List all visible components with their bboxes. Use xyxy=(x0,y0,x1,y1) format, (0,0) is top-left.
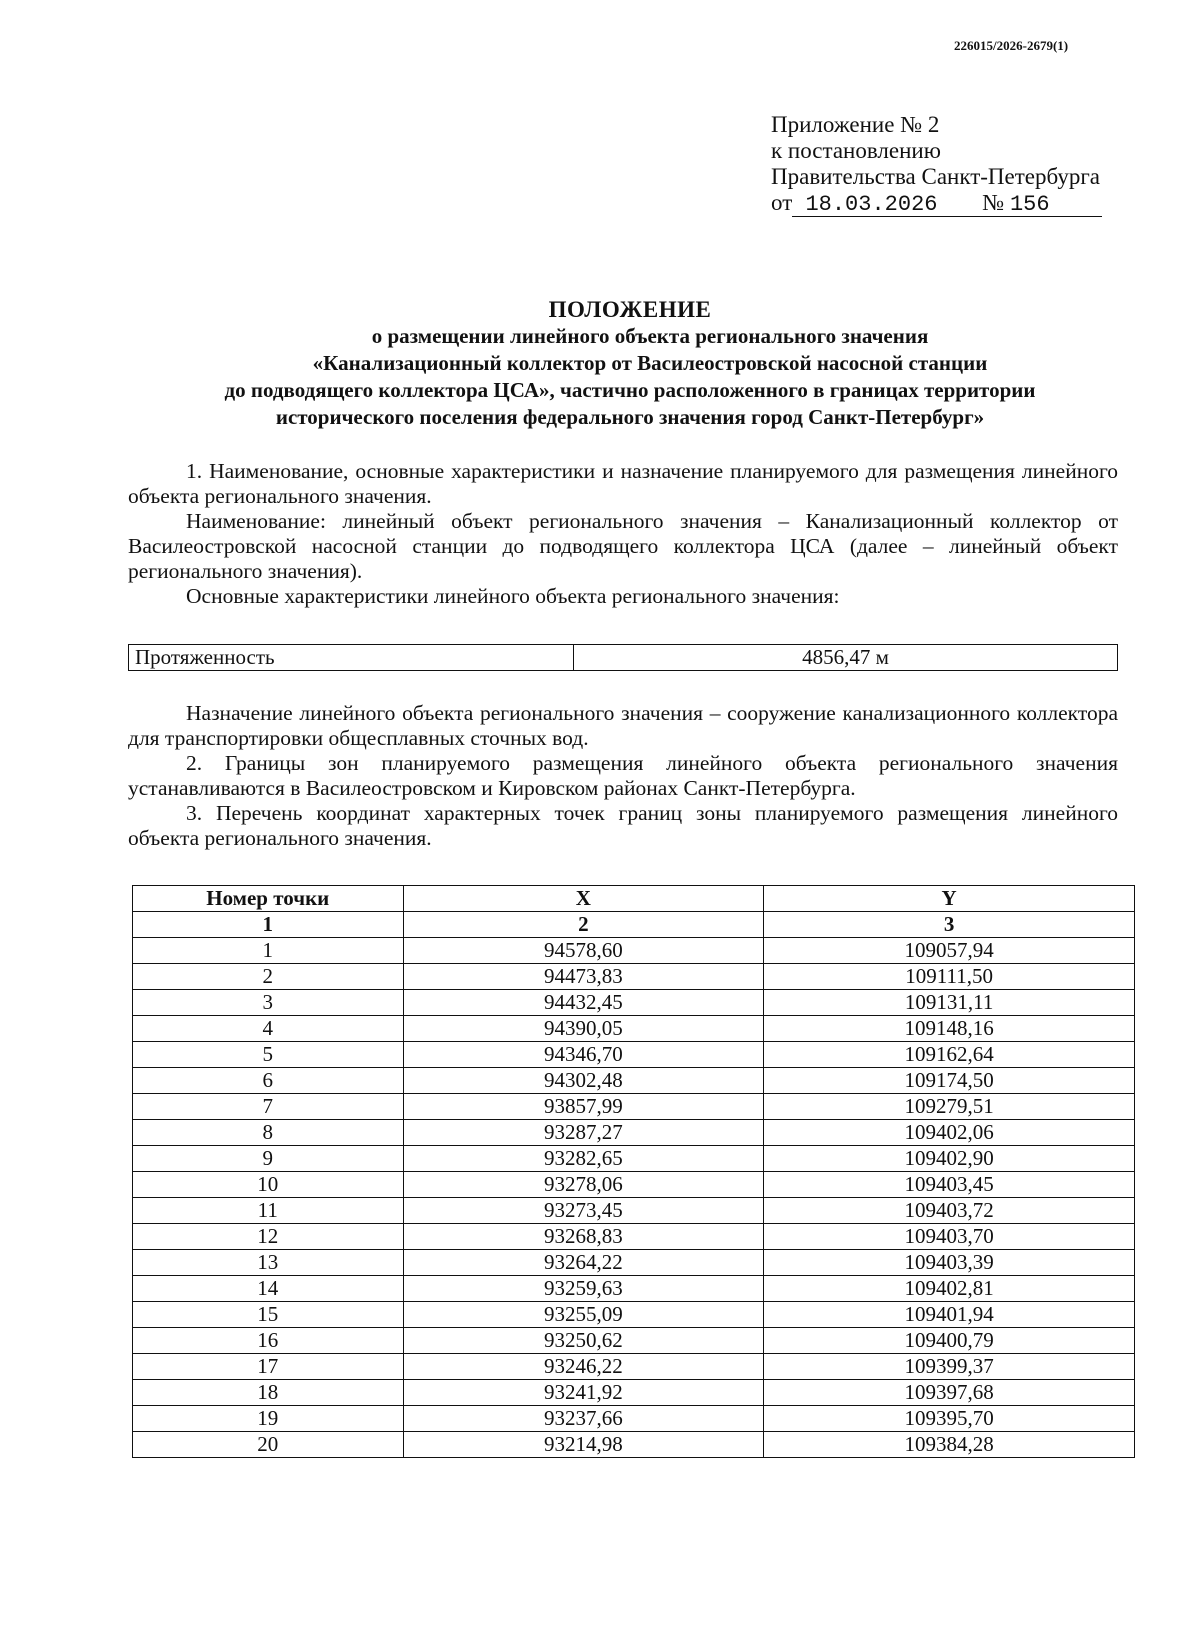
point-number-cell: 19 xyxy=(133,1406,404,1432)
appendix-date-line xyxy=(771,190,1102,217)
length-value: 4856,47 м xyxy=(574,645,1118,671)
title-line-2: «Канализационный коллектор от Василеостровской насосной станции xyxy=(312,351,988,375)
section-3-coordinates: 3. Перечень координат характерных точек границ зоны планируемого размещения линейного объекта регионального значения. xyxy=(128,801,1118,850)
y-cell: 109395,70 xyxy=(764,1406,1135,1432)
x-cell: 93246,22 xyxy=(403,1354,764,1380)
header-x: X xyxy=(403,886,764,912)
y-cell: 109400,79 xyxy=(764,1328,1135,1354)
table-row xyxy=(133,1120,1135,1146)
table-row xyxy=(133,1042,1135,1068)
x-cell: 93857,99 xyxy=(403,1094,764,1120)
y-cell: 109402,06 xyxy=(764,1120,1135,1146)
x-cell: 93268,83 xyxy=(403,1224,764,1250)
x-cell: 94432,45 xyxy=(403,990,764,1016)
x-cell: 94346,70 xyxy=(403,1042,764,1068)
table-row xyxy=(133,1276,1135,1302)
y-cell: 109148,16 xyxy=(764,1016,1135,1042)
point-number-cell: 18 xyxy=(133,1380,404,1406)
appendix-header xyxy=(771,112,1102,217)
y-cell: 109402,81 xyxy=(764,1276,1135,1302)
y-cell: 109131,11 xyxy=(764,990,1135,1016)
document-id: 226015/2026-2679(1) xyxy=(954,38,1069,53)
y-cell: 109111,50 xyxy=(764,964,1135,990)
point-number-cell: 7 xyxy=(133,1094,404,1120)
x-cell: 94302,48 xyxy=(403,1068,764,1094)
purpose-paragraph: Назначение линейного объекта регионального значения – сооружение канализационного коллектора для транспортировки общесплавных сточных вод. xyxy=(128,701,1118,750)
point-number-cell: 11 xyxy=(133,1198,404,1224)
y-cell: 109162,64 xyxy=(764,1042,1135,1068)
document-title xyxy=(140,296,1120,431)
col-number-1: 1 xyxy=(133,912,404,938)
x-cell: 94390,05 xyxy=(403,1016,764,1042)
length-label: Протяженность xyxy=(129,645,574,671)
point-number-cell: 1 xyxy=(133,938,404,964)
table-row xyxy=(133,990,1135,1016)
table-row xyxy=(133,1432,1135,1458)
point-number-cell: 15 xyxy=(133,1302,404,1328)
point-number-cell: 3 xyxy=(133,990,404,1016)
point-number-cell: 16 xyxy=(133,1328,404,1354)
date-prefix: от xyxy=(771,190,793,215)
date-value: 18.03.2026 xyxy=(792,194,982,217)
section-2-boundaries: 2. Границы зон планируемого размещения линейного объекта регионального значения устанавливаются в Василеостровском и Кировском районах Санкт-Петербурга. xyxy=(128,751,1118,800)
section-1-name: Наименование: линейный объект регионального значения – Канализационный коллектор от Василеостровской насосной станции до подводящего коллектора ЦСА (далее – линейный объект регионального значения). xyxy=(128,509,1118,583)
title-main: ПОЛОЖЕНИЕ xyxy=(548,297,712,322)
x-cell: 93255,09 xyxy=(403,1302,764,1328)
length-row xyxy=(129,645,1118,671)
table-row xyxy=(133,1172,1135,1198)
table-row xyxy=(133,1328,1135,1354)
y-cell: 109397,68 xyxy=(764,1380,1135,1406)
table-row xyxy=(133,1380,1135,1406)
y-cell: 109174,50 xyxy=(764,1068,1135,1094)
x-cell: 93237,66 xyxy=(403,1406,764,1432)
section-1 xyxy=(128,459,1118,609)
table-row xyxy=(133,1016,1135,1042)
x-cell: 94578,60 xyxy=(403,938,764,964)
x-cell: 93264,22 xyxy=(403,1250,764,1276)
x-cell: 93214,98 xyxy=(403,1432,764,1458)
title-line-3: до подводящего коллектора ЦСА», частично расположенного в границах территории xyxy=(224,378,1036,402)
point-number-cell: 2 xyxy=(133,964,404,990)
col-number-3: 3 xyxy=(764,912,1135,938)
x-cell: 93241,92 xyxy=(403,1380,764,1406)
table-row xyxy=(133,1406,1135,1432)
coordinates-header-row xyxy=(133,886,1135,912)
point-number-cell: 17 xyxy=(133,1354,404,1380)
x-cell: 93250,62 xyxy=(403,1328,764,1354)
number-prefix: № xyxy=(982,190,1005,215)
title-line-4: исторического поселения федерального значения город Санкт-Петербург» xyxy=(275,405,985,429)
y-cell: 109401,94 xyxy=(764,1302,1135,1328)
y-cell: 109402,90 xyxy=(764,1146,1135,1172)
y-cell: 109279,51 xyxy=(764,1094,1135,1120)
point-number-cell: 12 xyxy=(133,1224,404,1250)
appendix-number: Приложение № 2 xyxy=(771,112,940,137)
table-row xyxy=(133,1302,1135,1328)
section-1-heading: 1. Наименование, основные характеристики и назначение планируемого для размещения линейного объекта регионального значения. xyxy=(128,459,1118,508)
y-cell: 109399,37 xyxy=(764,1354,1135,1380)
point-number-cell: 20 xyxy=(133,1432,404,1458)
section-2 xyxy=(128,701,1118,851)
table-row xyxy=(133,964,1135,990)
section-1-characteristics: Основные характеристики линейного объекта регионального значения: xyxy=(186,584,840,608)
point-number-cell: 10 xyxy=(133,1172,404,1198)
table-row xyxy=(133,1354,1135,1380)
table-row xyxy=(133,1094,1135,1120)
x-cell: 93259,63 xyxy=(403,1276,764,1302)
table-row xyxy=(133,1224,1135,1250)
coordinates-table xyxy=(132,885,1135,1458)
x-cell: 93278,06 xyxy=(403,1172,764,1198)
point-number-cell: 4 xyxy=(133,1016,404,1042)
y-cell: 109403,39 xyxy=(764,1250,1135,1276)
table-row xyxy=(133,1198,1135,1224)
table-row xyxy=(133,1250,1135,1276)
table-row xyxy=(133,1146,1135,1172)
point-number-cell: 5 xyxy=(133,1042,404,1068)
number-field xyxy=(982,192,1102,217)
x-cell: 93273,45 xyxy=(403,1198,764,1224)
coordinates-column-numbers xyxy=(133,912,1135,938)
x-cell: 93282,65 xyxy=(403,1146,764,1172)
y-cell: 109403,45 xyxy=(764,1172,1135,1198)
y-cell: 109057,94 xyxy=(764,938,1135,964)
y-cell: 109384,28 xyxy=(764,1432,1135,1458)
x-cell: 93287,27 xyxy=(403,1120,764,1146)
col-number-2: 2 xyxy=(403,912,764,938)
point-number-cell: 13 xyxy=(133,1250,404,1276)
number-value: 156 xyxy=(1009,192,1050,217)
y-cell: 109403,72 xyxy=(764,1198,1135,1224)
y-cell: 109403,70 xyxy=(764,1224,1135,1250)
x-cell: 94473,83 xyxy=(403,964,764,990)
appendix-ref: к постановлению xyxy=(771,138,941,163)
point-number-cell: 14 xyxy=(133,1276,404,1302)
point-number-cell: 8 xyxy=(133,1120,404,1146)
point-number-cell: 6 xyxy=(133,1068,404,1094)
length-table xyxy=(128,644,1118,671)
header-point-number: Номер точки xyxy=(133,886,404,912)
header-y: Y xyxy=(764,886,1135,912)
table-row xyxy=(133,1068,1135,1094)
table-row xyxy=(133,938,1135,964)
coordinates-body xyxy=(133,938,1135,1458)
appendix-authority: Правительства Санкт-Петербурга xyxy=(771,164,1100,189)
point-number-cell: 9 xyxy=(133,1146,404,1172)
title-line-1: о размещении линейного объекта регионального значения xyxy=(371,324,929,348)
